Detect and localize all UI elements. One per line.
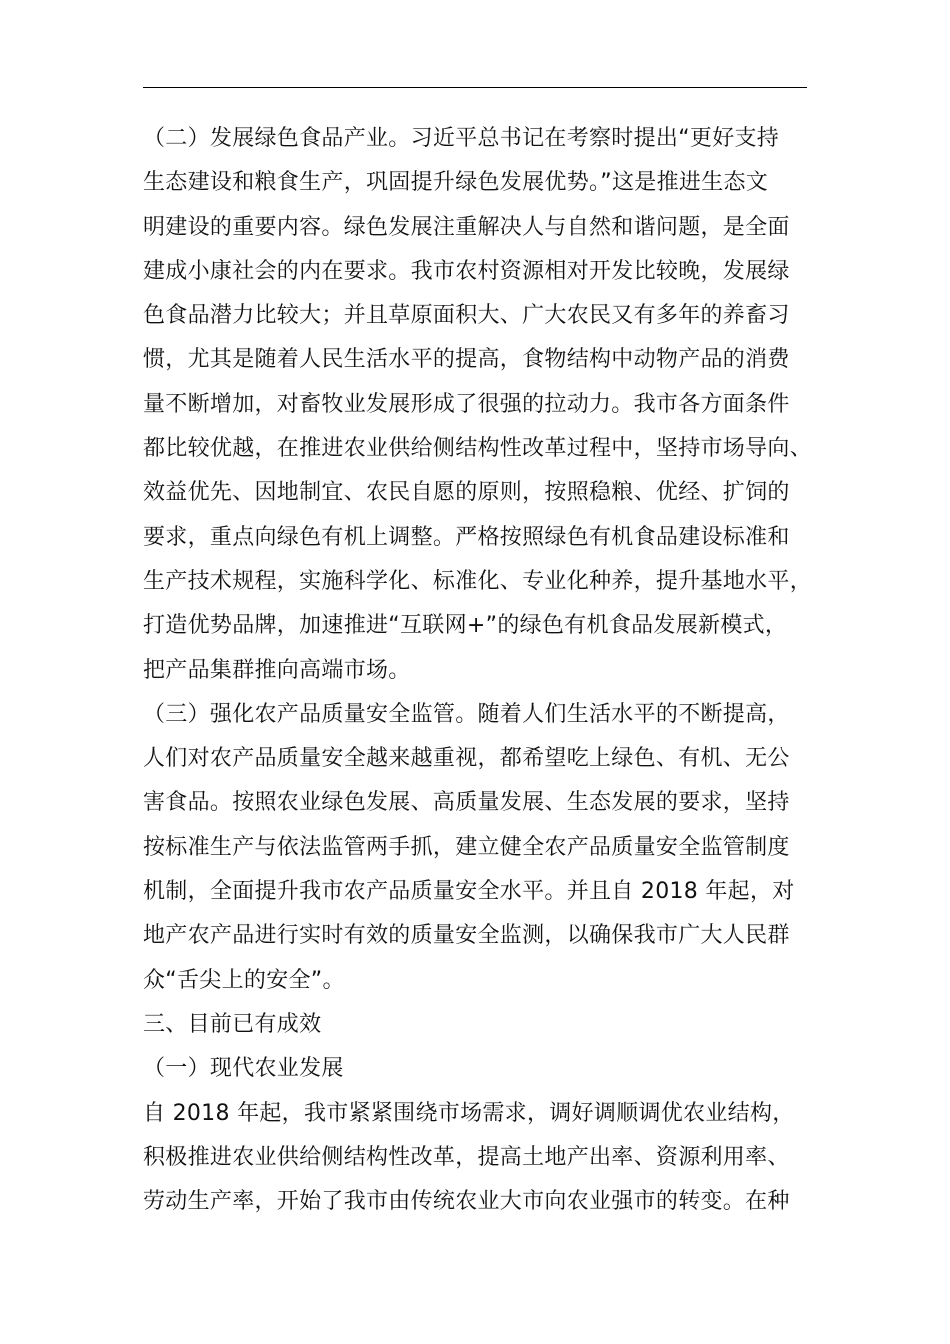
text-line: 要求，重点向绿色有机上调整。严格按照绿色有机食品建设标准和 bbox=[143, 524, 790, 550]
text-line: （二）发展绿色食品产业。习近平总书记在考察时提出“更好支持 bbox=[143, 126, 780, 151]
text-line: 地产农产品进行实时有效的质量安全监测，以确保我市广大人民群 bbox=[143, 923, 790, 949]
text-line: 人们对农产品质量安全越来越重视，都希望吃上绿色、有机、无公 bbox=[143, 746, 790, 772]
text-line: 劳动生产率，开始了我市由传统农业大市向农业强市的转变。在种 bbox=[143, 1189, 790, 1215]
document-body bbox=[143, 117, 811, 1224]
text-line: 生态建设和粮食生产，巩固提升绿色发展优势。”这是推进生态文 bbox=[143, 170, 769, 196]
text-line: 量不断增加，对畜牧业发展形成了很强的拉动力。我市各方面条件 bbox=[143, 391, 790, 417]
text-line: 明建设的重要内容。绿色发展注重解决人与自然和谐问题，是全面 bbox=[143, 214, 790, 240]
text-line: 色食品潜力比较大；并且草原面积大、广大农民又有多年的养畜习 bbox=[143, 303, 790, 329]
text-line: 自 2018 年起，我市紧紧围绕市场需求，调好调顺调优农业结构， bbox=[143, 1100, 795, 1126]
text-line: 害食品。按照农业绿色发展、高质量发展、生态发展的要求，坚持 bbox=[143, 790, 790, 816]
text-line: 打造优势品牌，加速推进“互联网+”的绿色有机食品发展新模式， bbox=[143, 613, 788, 639]
text-line: （三）强化农产品质量安全监管。随着人们生活水平的不断提高， bbox=[143, 701, 790, 727]
text-line: 效益优先、因地制宜、农民自愿的原则，按照稳粮、优经、扩饲的 bbox=[143, 480, 790, 506]
text-line: （一）现代农业发展 bbox=[143, 1056, 344, 1082]
text-line: 把产品集群推向高端市场。 bbox=[143, 657, 411, 683]
text-line: 建成小康社会的内在要求。我市农村资源相对开发比较晚，发展绿 bbox=[143, 258, 790, 284]
text-line: 按标准生产与依法监管两手抓，建立健全农产品质量安全监管制度 bbox=[143, 834, 790, 860]
header-rule bbox=[143, 87, 807, 88]
text-line: 众“舌尖上的安全”。 bbox=[143, 967, 345, 993]
text-line: 生产技术规程，实施科学化、标准化、专业化种养，提升基地水平， bbox=[143, 568, 813, 594]
text-line: 机制，全面提升我市农产品质量安全水平。并且自 2018 年起，对 bbox=[143, 879, 795, 905]
text-line: 三、目前已有成效 bbox=[143, 1011, 322, 1037]
text-line: 都比较优越，在推进农业供给侧结构性改革过程中，坚持市场导向、 bbox=[143, 436, 813, 462]
text-line: 惯，尤其是随着人民生活水平的提高，食物结构中动物产品的消费 bbox=[143, 347, 790, 373]
text-line: 积极推进农业供给侧结构性改革，提高土地产出率、资源利用率、 bbox=[143, 1144, 790, 1170]
